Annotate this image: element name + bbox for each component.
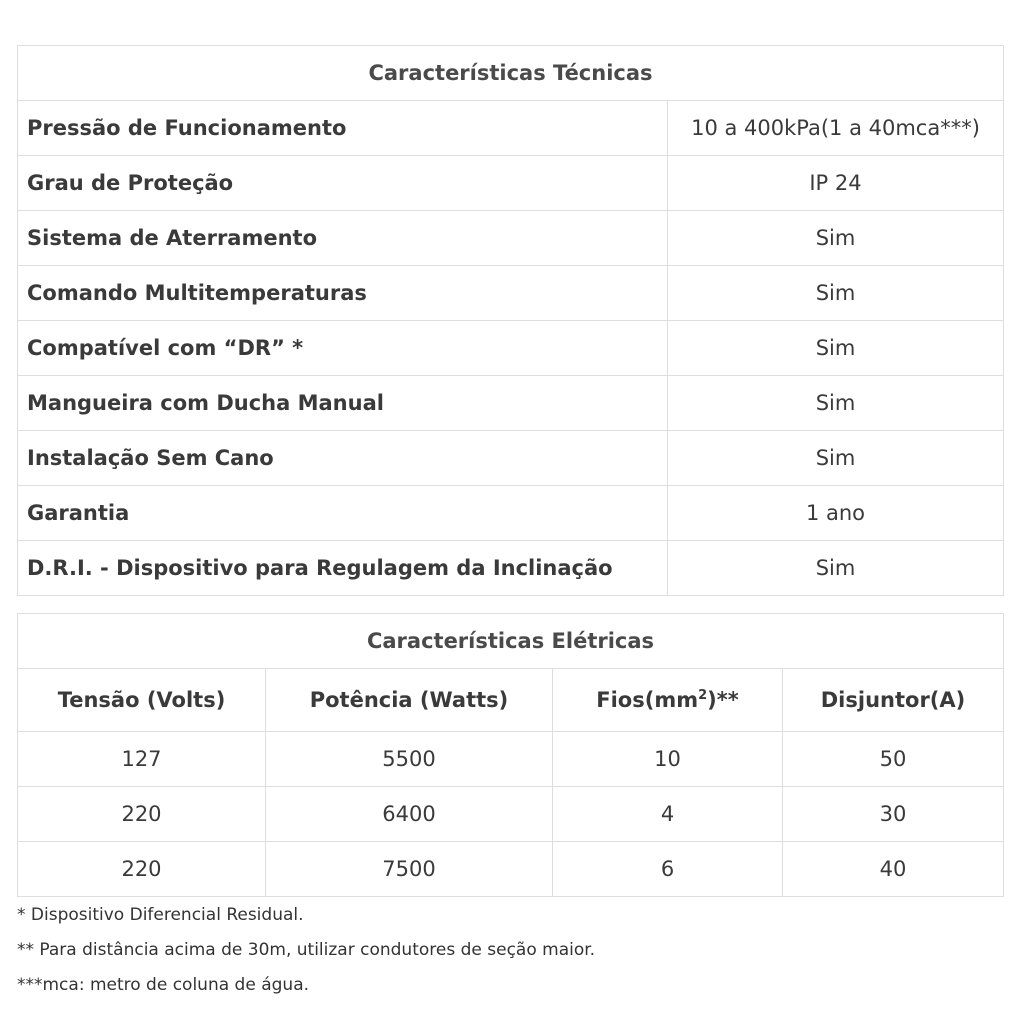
- wires-header-suffix: )**: [707, 688, 739, 712]
- wires-header-prefix: Fios(mm: [596, 688, 699, 712]
- spec-value: 1 ano: [668, 486, 1004, 541]
- table-row: [18, 376, 1004, 431]
- footnote: * Dispositivo Diferencial Residual.: [17, 905, 304, 925]
- table-row: [18, 156, 1004, 211]
- electrical-specs-title: Características Elétricas: [18, 614, 1004, 669]
- column-header-breaker: Disjuntor(A): [783, 669, 1004, 732]
- footnote: ** Para distância acima de 30m, utilizar condutores de seção maior.: [17, 940, 596, 960]
- table-row: [18, 266, 1004, 321]
- wires-cell: 10: [553, 732, 783, 787]
- spec-label: Comando Multitemperaturas: [18, 266, 668, 321]
- voltage-cell: 220: [18, 787, 266, 842]
- column-header-voltage: Tensão (Volts): [18, 669, 266, 732]
- spec-label: D.R.I. - Dispositivo para Regulagem da Inclinação: [18, 541, 668, 596]
- electrical-specs-table: [17, 613, 1004, 897]
- table-row: [18, 101, 1004, 156]
- table-header-row: [18, 46, 1004, 101]
- spec-value: IP 24: [668, 156, 1004, 211]
- wires-cell: 4: [553, 787, 783, 842]
- wires-cell: 6: [553, 842, 783, 897]
- spec-value: Sim: [668, 376, 1004, 431]
- breaker-cell: 40: [783, 842, 1004, 897]
- voltage-cell: 220: [18, 842, 266, 897]
- table-row: [18, 732, 1004, 787]
- spec-label: Pressão de Funcionamento: [18, 101, 668, 156]
- technical-specs-title: Características Técnicas: [18, 46, 1004, 101]
- spec-label: Mangueira com Ducha Manual: [18, 376, 668, 431]
- column-header-power: Potência (Watts): [266, 669, 553, 732]
- spec-label: Compatível com “DR” *: [18, 321, 668, 376]
- spec-value: Sim: [668, 321, 1004, 376]
- column-header-row: [18, 669, 1004, 732]
- breaker-cell: 30: [783, 787, 1004, 842]
- table-row: [18, 787, 1004, 842]
- technical-specs-table: [17, 45, 1004, 596]
- table-row: [18, 842, 1004, 897]
- power-cell: 6400: [266, 787, 553, 842]
- spec-label: Garantia: [18, 486, 668, 541]
- power-cell: 5500: [266, 732, 553, 787]
- column-header-wires: [553, 669, 783, 732]
- spec-value: Sim: [668, 211, 1004, 266]
- spec-value: Sim: [668, 541, 1004, 596]
- spec-value: Sim: [668, 431, 1004, 486]
- table-row: [18, 211, 1004, 266]
- spec-value: 10 a 400kPa(1 a 40mca***): [668, 101, 1004, 156]
- power-cell: 7500: [266, 842, 553, 897]
- spec-label: Grau de Proteção: [18, 156, 668, 211]
- table-row: [18, 321, 1004, 376]
- table-header-row: [18, 614, 1004, 669]
- spec-label: Sistema de Aterramento: [18, 211, 668, 266]
- table-row: [18, 541, 1004, 596]
- table-row: [18, 486, 1004, 541]
- spec-label: Instalação Sem Cano: [18, 431, 668, 486]
- breaker-cell: 50: [783, 732, 1004, 787]
- table-row: [18, 431, 1004, 486]
- voltage-cell: 127: [18, 732, 266, 787]
- wires-header-superscript: 2: [698, 688, 708, 703]
- footnote: ***mca: metro de coluna de água.: [17, 975, 310, 995]
- footnotes: [17, 898, 595, 1003]
- spec-value: Sim: [668, 266, 1004, 321]
